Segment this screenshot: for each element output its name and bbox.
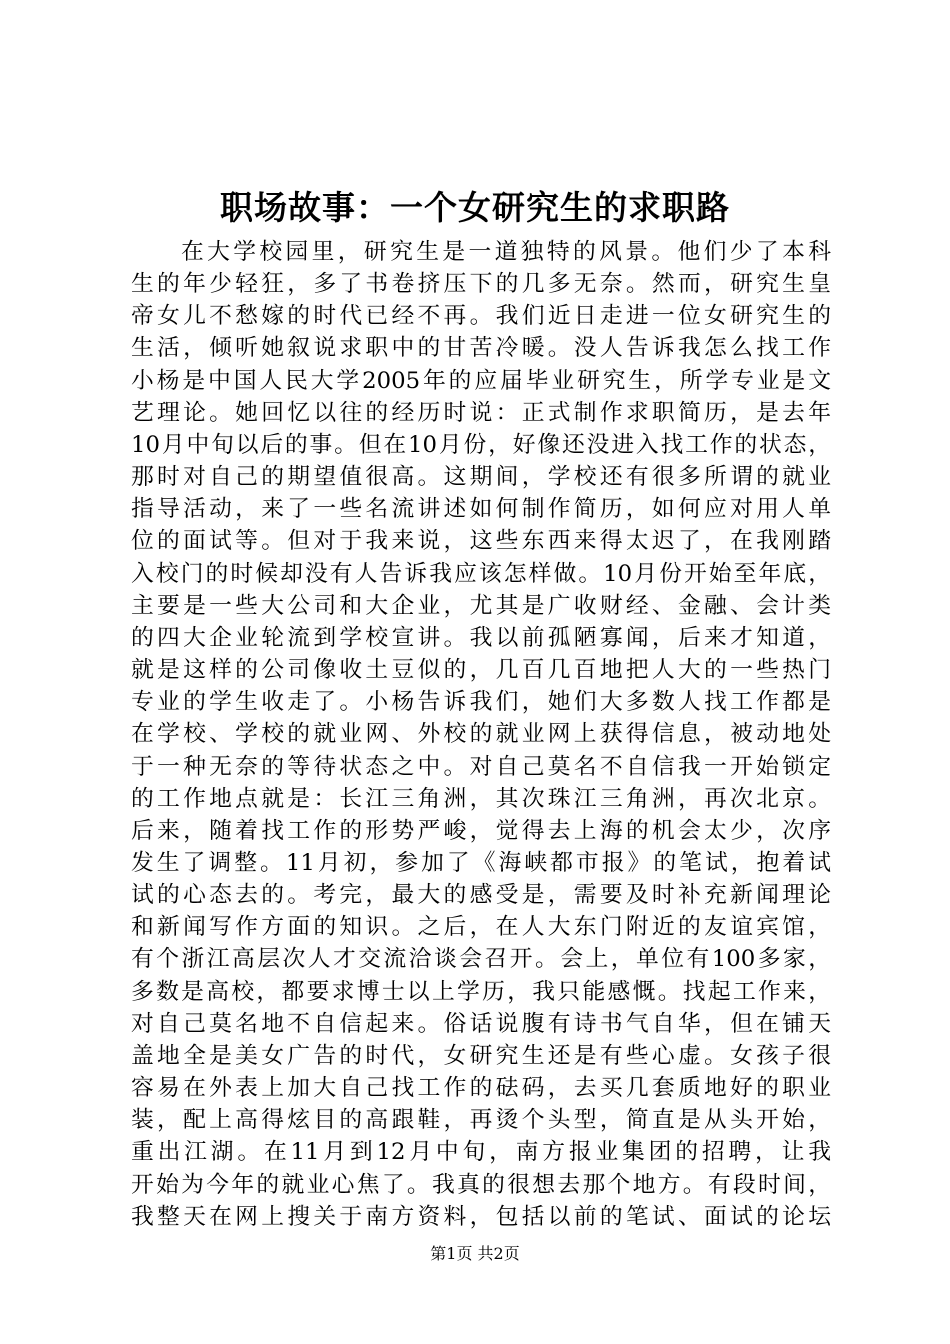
body-paragraph (131, 236, 831, 1233)
text-line: 的工作地点就是：长江三角洲，其次珠江三角洲，再次北京。 (131, 785, 831, 812)
text-line: 在大学校园里，研究生是一道独特的风景。他们少了本科 (181, 239, 831, 265)
text-line: 专业的学生收走了。小杨告诉我们，她们大多数人找工作都是 (131, 689, 831, 716)
text-line: 容易在外表上加大自己找工作的砝码，去买几套质地好的职业 (131, 1075, 831, 1102)
text-line: 在学校、学校的就业网、外校的就业网上获得信息，被动地处 (131, 721, 831, 748)
text-line: 重出江湖。在11月到12月中旬，南方报业集团的招聘，让我 (131, 1139, 831, 1166)
text-line: 生的年少轻狂，多了书卷挤压下的几多无奈。然而，研究生皇 (131, 271, 831, 298)
text-line: 那时对自己的期望值很高。这期间，学校还有很多所谓的就业 (131, 464, 831, 491)
text-line: 帝女儿不愁嫁的时代已经不再。我们近日走进一位女研究生的 (131, 303, 831, 330)
text-line: 入校门的时候却没有人告诉我应该怎样做。10月份开始至年底， (131, 560, 831, 587)
text-line: 小杨是中国人民大学2005年的应届毕业研究生，所学专业是文 (131, 367, 831, 394)
text-line: 有个浙江高层次人才交流洽谈会召开。会上，单位有100多家， (131, 946, 831, 973)
text-line: 艺理论。她回忆以往的经历时说：正式制作求职简历，是去年 (131, 399, 831, 426)
text-line: 主要是一些大公司和大企业，尤其是广收财经、金融、会计类 (131, 592, 831, 619)
page-footer: 第1页 共2页 (430, 1244, 520, 1263)
text-line: 试的心态去的。考完，最大的感受是，需要及时补充新闻理论 (131, 882, 831, 909)
page-title: 职场故事：一个女研究生的求职路 (220, 188, 730, 227)
text-line: 生活，倾听她叙说求职中的甘苦冷暖。没人告诉我怎么找工作 (131, 335, 831, 362)
text-line: 于一种无奈的等待状态之中。对自己莫名不自信我一开始锁定 (131, 753, 831, 780)
text-line: 盖地全是美女广告的时代，女研究生还是有些心虚。女孩子很 (131, 1042, 831, 1069)
text-line: 开始为今年的就业心焦了。我真的很想去那个地方。有段时间， (131, 1171, 831, 1198)
text-line: 对自己莫名地不自信起来。俗话说腹有诗书气自华，但在铺天 (131, 1010, 831, 1037)
text-line: 后来，随着找工作的形势严峻，觉得去上海的机会太少，次序 (131, 817, 831, 844)
text-line: 发生了调整。11月初，参加了《海峡都市报》的笔试，抱着试 (131, 849, 831, 876)
text-line: 10月中旬以后的事。但在10月份，好像还没进入找工作的状态， (131, 431, 831, 458)
text-line: 我整天在网上搜关于南方资料，包括以前的笔试、面试的论坛 (131, 1203, 831, 1230)
text-line: 多数是高校，都要求博士以上学历，我只能感慨。找起工作来， (131, 978, 831, 1005)
text-line: 装，配上高得炫目的高跟鞋，再烫个头型，简直是从头开始， (131, 1107, 831, 1134)
text-line: 的四大企业轮流到学校宣讲。我以前孤陋寡闻，后来才知道， (131, 624, 831, 651)
text-line: 和新闻写作方面的知识。之后，在人大东门附近的友谊宾馆， (131, 914, 831, 941)
text-line: 位的面试等。但对于我来说，这些东西来得太迟了，在我刚踏 (131, 528, 831, 555)
text-line: 指导活动，来了一些名流讲述如何制作简历，如何应对用人单 (131, 496, 831, 523)
text-line: 就是这样的公司像收土豆似的，几百几百地把人大的一些热门 (131, 657, 831, 684)
